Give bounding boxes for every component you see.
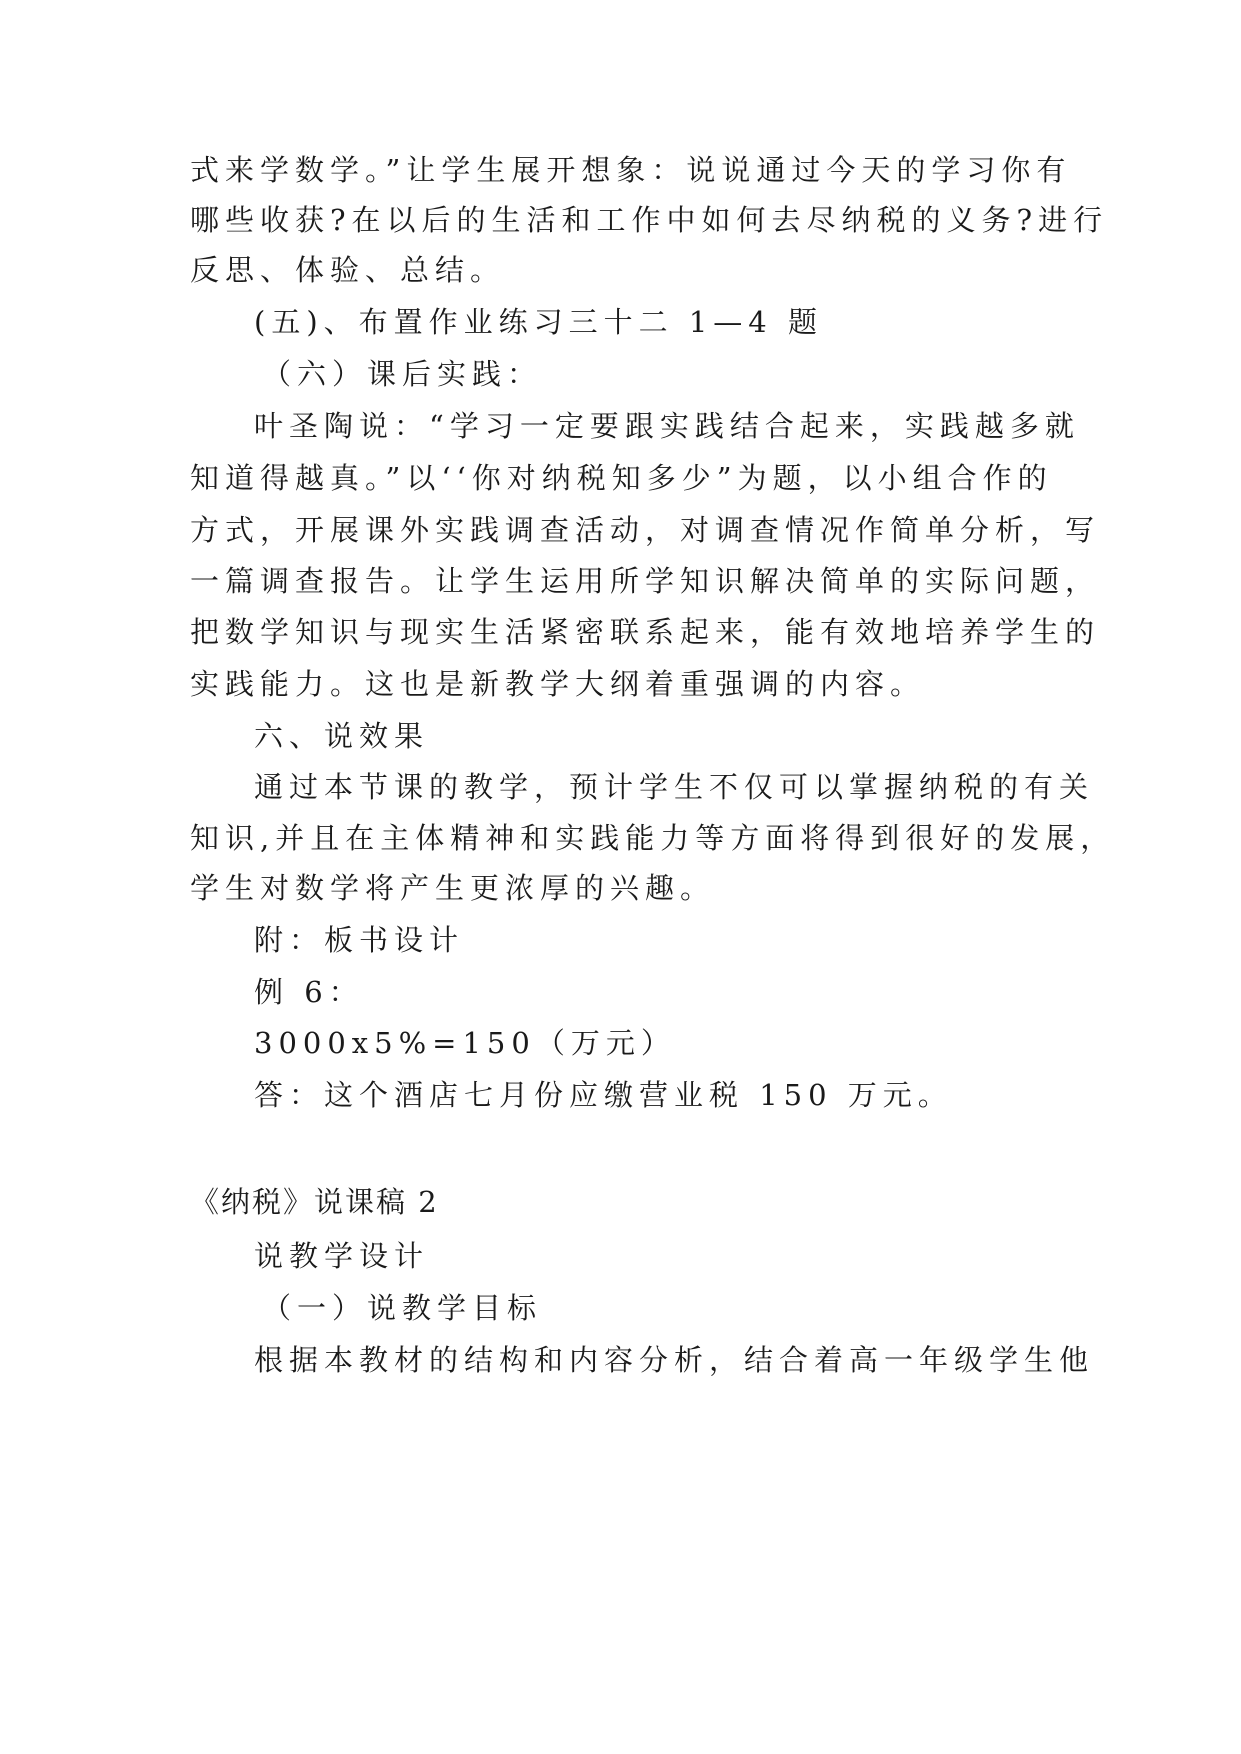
paragraph-line: 式来学数学。”让学生展开想象：说说通过今天的学习你有 (190, 153, 1072, 187)
paragraph-line: 叶圣陶说：“学习一定要跟实践结合起来，实践越多就 (254, 409, 1080, 443)
paragraph-line: 学生对数学将产生更浓厚的兴趣。 (190, 871, 716, 905)
paragraph-line: 一篇调查报告。让学生运用所学知识解决简单的实际问题， (190, 564, 1101, 598)
paragraph-line: 哪些收获?在以后的生活和工作中如何去尽纳税的义务?进行 (190, 203, 1109, 237)
section-heading-design: 说教学设计 (254, 1239, 430, 1273)
formula-line: 3000x5%=150（万元） (254, 1026, 676, 1060)
answer-line: 答：这个酒店七月份应缴营业税 150 万元。 (254, 1078, 953, 1112)
document-title: 《纳税》说课稿 2 (190, 1185, 439, 1219)
example-label: 例 6： (254, 975, 364, 1009)
paragraph-line: 知道得越真。”以‘‘你对纳税知多少”为题，以小组合作的 (190, 461, 1053, 495)
section-item-practice: （六）课后实践： (262, 357, 543, 391)
paragraph-line: 根据本教材的结构和内容分析，结合着高一年级学生他 (254, 1343, 1095, 1377)
paragraph-line: 反思、体验、总结。 (190, 253, 506, 287)
board-design-heading: 附：板书设计 (254, 923, 465, 957)
paragraph-line: 方式，开展课外实践调查活动，对调查情况作简单分析，写 (190, 513, 1101, 547)
section-item-homework: (五)、布置作业练习三十二 1—4 题 (254, 305, 823, 339)
section-heading-goals: （一）说教学目标 (262, 1291, 543, 1325)
paragraph-line: 把数学知识与现实生活紧密联系起来，能有效地培养学生的 (190, 615, 1101, 649)
paragraph-line: 实践能力。这也是新教学大纲着重强调的内容。 (190, 667, 926, 701)
section-heading-effect: 六、说效果 (254, 719, 430, 753)
paragraph-line: 知识,并且在主体精神和实践能力等方面将得到很好的发展， (190, 821, 1116, 855)
paragraph-line: 通过本节课的教学，预计学生不仅可以掌握纳税的有关 (254, 770, 1095, 804)
